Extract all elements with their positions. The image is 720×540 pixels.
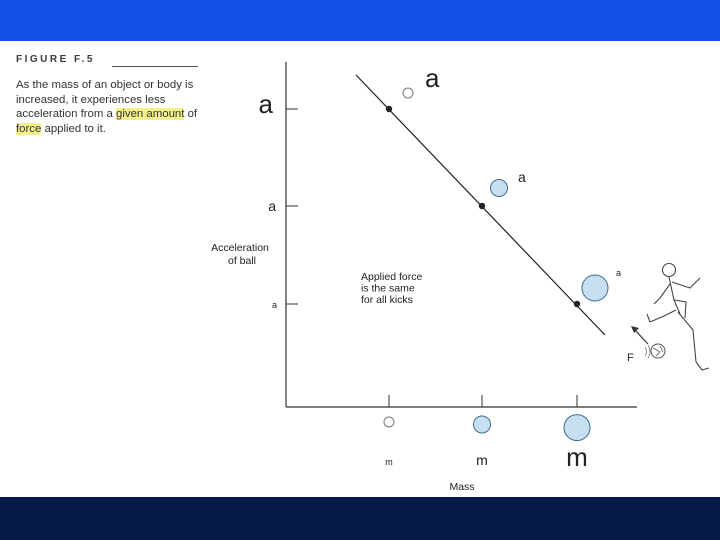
- x-tick-label: m: [385, 457, 393, 467]
- ball-on-ground-icon: [645, 344, 665, 358]
- caption-highlight: given amount: [116, 108, 185, 120]
- force-annotation-line: Applied force: [361, 271, 423, 283]
- force-annotation-line: for all kicks: [361, 294, 413, 306]
- force-annotation-line: is the same: [361, 282, 415, 295]
- caption-text: of: [184, 108, 198, 120]
- ball-acceleration-label: a: [518, 169, 526, 185]
- y-axis-label: Acceleration: [211, 242, 269, 254]
- mass-ball: [474, 416, 491, 433]
- data-point: [574, 301, 580, 307]
- caption-text: applied to it.: [41, 122, 106, 135]
- y-axis-label: of ball: [227, 255, 257, 267]
- caption-text: As the mass of an object or body is increased, it experiences less acceleration from a: [16, 79, 194, 120]
- mass-ball: [564, 415, 590, 441]
- caption-highlight: force: [16, 122, 42, 135]
- ball-acceleration-label: a: [616, 268, 622, 278]
- force-label: F: [627, 352, 634, 364]
- x-axis-label: Mass: [449, 481, 475, 493]
- x-tick-label: m: [476, 452, 488, 468]
- data-point: [479, 203, 485, 209]
- figure-label: FIGURE F.5: [16, 54, 95, 65]
- x-tick-label: m: [566, 442, 588, 472]
- ball-marker: [582, 275, 608, 301]
- data-point: [386, 106, 392, 112]
- y-tick-label: a: [271, 300, 277, 310]
- ball-marker: [403, 88, 413, 98]
- y-tick-label: a: [258, 89, 273, 119]
- mass-ball: [384, 417, 394, 427]
- force-arrow: [631, 326, 648, 344]
- ball-marker: [491, 180, 508, 197]
- ball-acceleration-label: a: [425, 63, 440, 93]
- y-tick-label: a: [268, 198, 276, 214]
